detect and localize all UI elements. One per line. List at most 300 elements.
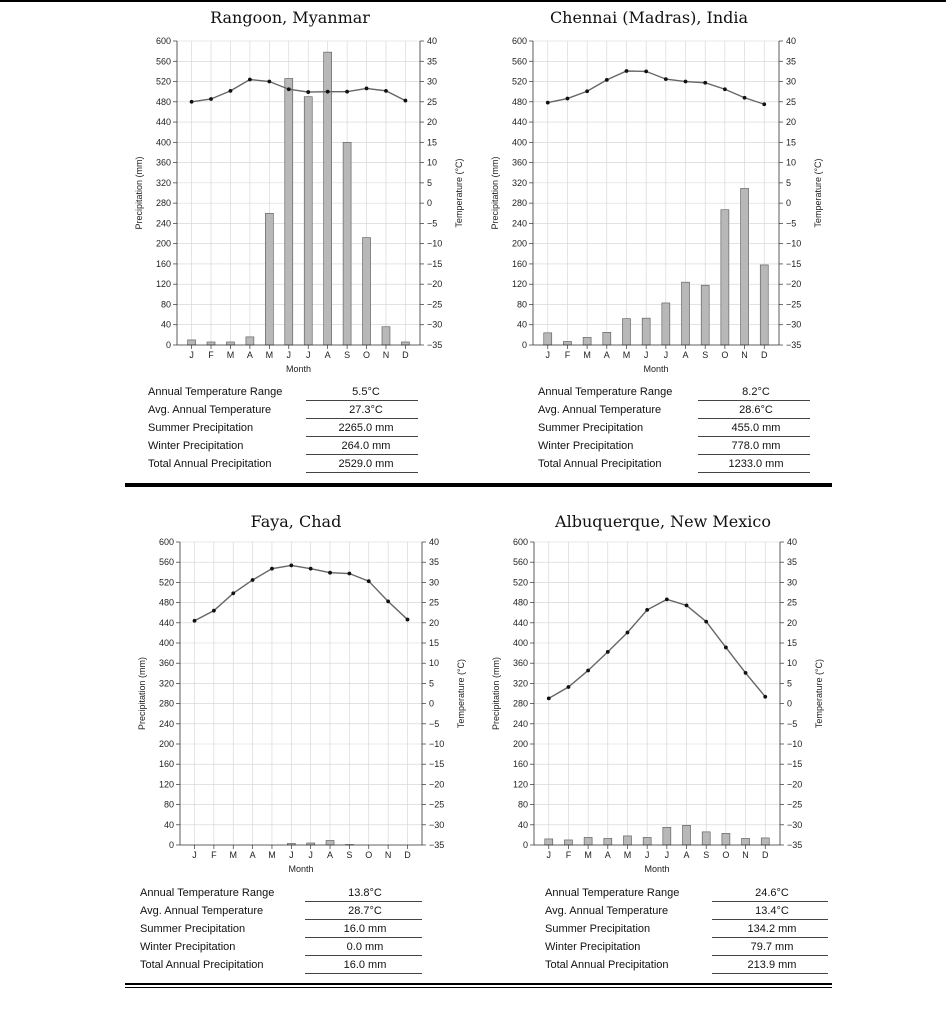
x-tick-label: F	[211, 850, 217, 860]
y2-axis-label: Temperature (°C)	[814, 658, 824, 729]
x-tick-label: J	[286, 350, 292, 360]
temperature-point-N	[744, 671, 748, 675]
temperature-point-N	[386, 599, 390, 603]
stat-row	[545, 902, 830, 920]
y2-tick-label: 0	[427, 198, 433, 209]
temperature-point-A	[606, 650, 610, 654]
y2-tick-label: 10	[787, 658, 798, 669]
y2-tick-label: 20	[429, 617, 440, 628]
y2-tick-label: −30	[429, 819, 445, 830]
y2-tick-label: 25	[429, 597, 440, 608]
x-tick-label: J	[545, 350, 551, 360]
x-tick-label: D	[761, 850, 769, 860]
stat-value: 455.0 mm	[731, 422, 781, 434]
stat-value: 0.0 mm	[346, 941, 384, 953]
stat-row	[545, 938, 830, 956]
precip-bar-J	[304, 97, 312, 345]
y-tick-label: 0	[522, 840, 528, 850]
temperature-point-J	[309, 567, 313, 571]
x-tick-label: M	[584, 850, 592, 860]
x-tick-label: J	[289, 850, 294, 860]
y2-tick-label: 40	[786, 36, 797, 46]
temperature-point-A	[251, 578, 255, 582]
stat-label: Winter Precipitation	[148, 440, 244, 452]
temperature-line	[548, 71, 764, 104]
precip-bar-A	[604, 838, 612, 845]
temperature-point-D	[404, 99, 408, 103]
x-tick-label: A	[683, 850, 690, 860]
temperature-point-A	[685, 604, 689, 608]
y2-tick-label: −25	[429, 799, 445, 810]
y2-tick-label: −15	[427, 258, 443, 269]
y2-tick-label: −35	[786, 340, 802, 350]
x-tick-label: D	[404, 850, 411, 860]
y-tick-label: 240	[158, 718, 174, 729]
stat-value: 16.0 mm	[343, 923, 387, 935]
temperature-point-S	[703, 81, 707, 85]
temperature-point-J	[547, 696, 551, 700]
y-tick-label: 440	[512, 617, 528, 628]
temperature-point-M	[626, 631, 630, 635]
temperature-point-J	[193, 619, 197, 623]
stat-value: 27.3°C	[349, 404, 383, 416]
stat-label: Total Annual Precipitation	[140, 959, 264, 971]
precip-bar-J	[643, 837, 651, 845]
stat-underline	[306, 472, 418, 473]
precip-bar-O	[721, 210, 729, 345]
temperature-point-M	[270, 567, 274, 571]
stat-value: 79.7 mm	[750, 941, 794, 953]
precip-bar-D	[401, 342, 409, 345]
x-tick-label: S	[346, 850, 353, 860]
stat-row	[545, 920, 830, 938]
y2-tick-label: 25	[787, 597, 798, 608]
stat-row	[140, 920, 425, 938]
y-tick-label: 40	[160, 319, 171, 330]
x-tick-label: N	[384, 850, 392, 860]
stat-label: Annual Temperature Range	[538, 386, 673, 398]
temperature-point-J	[665, 597, 669, 601]
stat-label: Annual Temperature Range	[148, 386, 283, 398]
temperature-point-A	[326, 90, 330, 94]
y2-tick-label: −5	[786, 218, 797, 229]
x-tick-label: J	[189, 350, 194, 360]
y2-tick-label: 20	[787, 617, 798, 628]
y2-tick-label: −20	[786, 279, 802, 290]
y2-tick-label: 30	[786, 76, 797, 87]
x-tick-label: A	[249, 850, 256, 860]
x-tick-label: N	[742, 850, 749, 860]
x-axis-label: Month	[644, 864, 670, 874]
precip-bar-A	[324, 52, 332, 345]
temperature-point-D	[763, 695, 767, 699]
y-tick-label: 360	[512, 658, 528, 669]
x-tick-label: J	[664, 850, 670, 860]
precip-bar-A	[603, 332, 611, 345]
y-tick-label: 560	[512, 557, 528, 568]
y-tick-label: 0	[165, 340, 171, 350]
x-tick-label: M	[265, 350, 274, 360]
stat-row	[148, 455, 423, 473]
y-tick-label: 280	[158, 698, 174, 709]
y-tick-label: 600	[511, 36, 527, 46]
x-tick-label: F	[564, 350, 571, 360]
y-tick-label: 0	[168, 840, 174, 850]
y-tick-label: 360	[158, 658, 174, 669]
x-tick-label: A	[324, 350, 331, 360]
stat-row	[140, 902, 425, 920]
y-tick-label: 80	[163, 799, 174, 810]
stat-label: Winter Precipitation	[545, 941, 641, 953]
y2-tick-label: 10	[427, 157, 438, 168]
temperature-point-M	[586, 669, 590, 673]
y2-tick-label: −20	[427, 279, 443, 290]
x-tick-label: J	[663, 350, 669, 360]
y-tick-label: 560	[155, 56, 171, 67]
y2-tick-label: 10	[429, 658, 440, 669]
y2-tick-label: 0	[787, 698, 793, 709]
stat-value: 213.9 mm	[747, 959, 797, 971]
y2-tick-label: −15	[429, 759, 445, 770]
y-tick-label: 440	[511, 117, 527, 128]
y-tick-label: 200	[511, 238, 527, 249]
y-tick-label: 160	[511, 258, 527, 269]
y-tick-label: 240	[512, 718, 528, 729]
precip-bar-F	[207, 342, 215, 345]
temperature-point-O	[365, 87, 369, 91]
stats-table-chennai	[538, 383, 813, 473]
y-tick-label: 120	[155, 279, 171, 290]
x-axis-label: Month	[643, 364, 669, 374]
stat-label: Avg. Annual Temperature	[140, 905, 264, 917]
temperature-point-N	[384, 89, 388, 93]
stat-row	[148, 437, 423, 455]
temperature-point-O	[367, 579, 371, 583]
temperature-point-J	[645, 608, 649, 612]
climograph-chennai	[490, 36, 823, 374]
stat-label: Summer Precipitation	[538, 422, 644, 434]
x-tick-label: M	[583, 350, 591, 360]
y2-tick-label: 5	[429, 678, 435, 689]
temperature-point-D	[406, 618, 410, 622]
temperature-point-F	[209, 97, 213, 101]
y-tick-label: 320	[155, 177, 171, 188]
stat-row	[538, 437, 813, 455]
temperature-point-A	[605, 78, 609, 82]
y2-tick-label: 40	[429, 537, 440, 547]
y2-tick-label: 20	[786, 117, 797, 128]
precip-bar-N	[741, 188, 749, 345]
x-tick-label: J	[546, 850, 552, 860]
stats-table-rangoon	[148, 383, 423, 473]
y-tick-label: 600	[158, 537, 174, 547]
precip-bar-A	[326, 840, 334, 845]
y2-tick-label: −10	[786, 238, 802, 249]
temperature-point-F	[567, 685, 571, 689]
stat-value: 24.6°C	[755, 887, 789, 899]
y2-tick-label: −10	[427, 238, 443, 249]
climograph-albuquerque	[491, 537, 824, 874]
x-tick-label: J	[192, 850, 197, 860]
precip-bar-O	[722, 833, 730, 845]
temperature-point-O	[723, 87, 727, 91]
y-axis-label: Precipitation (mm)	[490, 156, 500, 230]
stat-label: Summer Precipitation	[140, 923, 246, 935]
precip-bar-M	[583, 337, 591, 345]
y2-tick-label: 35	[427, 56, 438, 67]
y2-tick-label: 25	[786, 96, 797, 107]
precip-bar-J	[663, 827, 671, 845]
x-tick-label: M	[623, 850, 632, 860]
y-tick-label: 280	[155, 198, 171, 209]
y-tick-label: 480	[512, 597, 528, 608]
y-tick-label: 480	[511, 96, 527, 107]
chart-title-faya: Faya, Chad	[250, 512, 342, 531]
chart-title-rangoon: Rangoon, Myanmar	[210, 8, 370, 27]
x-tick-label: F	[565, 850, 572, 860]
y-tick-label: 400	[158, 638, 174, 648]
y-axis-label: Precipitation (mm)	[134, 156, 144, 230]
y2-tick-label: −35	[429, 840, 445, 850]
stat-row	[140, 956, 425, 974]
y-tick-label: 320	[511, 177, 527, 188]
stat-label: Total Annual Precipitation	[545, 959, 669, 971]
temperature-point-S	[704, 620, 708, 624]
y-tick-label: 560	[511, 56, 527, 67]
precip-bar-S	[701, 285, 709, 345]
temperature-line	[195, 565, 408, 620]
stat-value: 2265.0 mm	[338, 422, 394, 434]
y2-tick-label: 5	[787, 678, 793, 689]
x-tick-label: J	[305, 350, 311, 360]
x-tick-label: D	[760, 350, 768, 360]
precip-bar-A	[682, 282, 690, 345]
climograph-faya	[137, 537, 466, 874]
y-tick-label: 40	[516, 319, 527, 330]
y2-tick-label: 15	[427, 137, 438, 148]
temperature-point-J	[664, 77, 668, 81]
stat-row	[538, 455, 813, 473]
precip-bar-M	[622, 319, 630, 345]
x-tick-label: S	[702, 350, 709, 360]
temperature-point-M	[625, 69, 629, 73]
y2-tick-label: −15	[787, 759, 803, 770]
stat-value: 28.6°C	[739, 404, 773, 416]
x-tick-label: M	[229, 850, 237, 860]
y2-tick-label: −35	[787, 840, 803, 850]
y-tick-label: 120	[158, 779, 174, 790]
y-tick-label: 320	[512, 678, 528, 689]
x-tick-label: S	[344, 350, 351, 360]
y-tick-label: 440	[158, 617, 174, 628]
y2-tick-label: −15	[786, 258, 802, 269]
y2-tick-label: −10	[429, 739, 445, 749]
stat-label: Summer Precipitation	[545, 923, 651, 935]
x-tick-label: N	[741, 350, 748, 360]
stat-underline	[698, 472, 810, 473]
y2-tick-label: −30	[427, 319, 443, 330]
x-tick-label: M	[622, 350, 631, 360]
temperature-point-M	[231, 591, 235, 595]
stat-label: Annual Temperature Range	[545, 887, 680, 899]
precip-bar-J	[642, 318, 650, 345]
x-tick-label: A	[682, 350, 689, 360]
stat-value: 28.7°C	[348, 905, 382, 917]
y2-tick-label: −20	[787, 779, 803, 790]
stat-value: 264.0 mm	[341, 440, 391, 452]
temperature-point-J	[546, 101, 550, 105]
precip-bar-S	[343, 142, 351, 345]
y2-tick-label: −25	[786, 299, 802, 310]
stat-row	[148, 419, 423, 437]
y2-tick-label: −25	[787, 799, 803, 810]
precip-bar-M	[226, 342, 234, 345]
y-tick-label: 80	[517, 799, 528, 810]
y2-tick-label: 40	[427, 36, 438, 46]
y2-tick-label: 35	[787, 557, 798, 568]
y-tick-label: 600	[155, 36, 171, 46]
y2-tick-label: 5	[427, 177, 433, 188]
y-tick-label: 600	[512, 537, 528, 547]
y-tick-label: 520	[512, 577, 528, 588]
temperature-point-F	[566, 97, 570, 101]
y-tick-label: 480	[155, 96, 171, 107]
x-tick-label: O	[721, 350, 729, 360]
y2-tick-label: −30	[786, 319, 802, 330]
precip-bar-M	[265, 213, 273, 345]
precip-bar-D	[760, 265, 768, 345]
y-tick-label: 160	[155, 258, 171, 269]
x-tick-label: N	[382, 350, 390, 360]
y-tick-label: 80	[160, 299, 171, 310]
y-tick-label: 320	[158, 678, 174, 689]
y2-axis-label: Temperature (°C)	[454, 158, 464, 228]
y-tick-label: 80	[516, 299, 527, 310]
x-axis-label: Month	[288, 864, 314, 874]
y2-tick-label: 30	[427, 76, 438, 87]
x-tick-label: A	[327, 850, 334, 860]
precip-bar-J	[188, 340, 196, 345]
y-tick-label: 160	[512, 759, 528, 770]
chart-title-chennai: Chennai (Madras), India	[549, 8, 749, 27]
stat-value: 1233.0 mm	[728, 458, 784, 470]
y2-tick-label: 15	[787, 638, 798, 648]
temperature-point-M	[229, 89, 233, 93]
x-tick-label: D	[402, 350, 409, 360]
stat-label: Summer Precipitation	[148, 422, 254, 434]
y2-tick-label: 35	[429, 557, 440, 568]
temperature-point-M	[267, 80, 271, 84]
y2-tick-label: 0	[786, 198, 792, 209]
precip-bar-J	[662, 303, 670, 345]
stat-row	[538, 419, 813, 437]
y2-tick-label: −5	[787, 718, 798, 729]
temperature-point-S	[348, 572, 352, 576]
y-tick-label: 480	[158, 597, 174, 608]
stat-row	[538, 401, 813, 419]
y-tick-label: 520	[511, 76, 527, 87]
precip-bar-O	[363, 238, 371, 345]
stat-label: Winter Precipitation	[140, 941, 236, 953]
stat-underline	[712, 973, 828, 974]
precip-bar-N	[382, 327, 390, 345]
x-tick-label: A	[604, 850, 611, 860]
stat-value: 5.5°C	[352, 386, 380, 398]
y-tick-label: 280	[512, 698, 528, 709]
y-tick-label: 560	[158, 557, 174, 568]
precip-bar-J	[285, 78, 293, 345]
stat-value: 13.4°C	[755, 905, 789, 917]
y-tick-label: 440	[155, 117, 171, 128]
y2-tick-label: 30	[787, 577, 798, 588]
climograph-rangoon	[134, 36, 464, 374]
y-tick-label: 200	[512, 739, 528, 749]
temperature-point-A	[328, 571, 332, 575]
y2-tick-label: −30	[787, 819, 803, 830]
stat-underline	[305, 973, 422, 974]
x-tick-label: M	[268, 850, 276, 860]
temperature-point-A	[248, 78, 252, 82]
y2-tick-label: 35	[786, 56, 797, 67]
x-tick-label: O	[722, 850, 730, 860]
y2-tick-label: 40	[787, 537, 798, 547]
y2-tick-label: −5	[427, 218, 438, 229]
y-tick-label: 520	[155, 76, 171, 87]
temperature-point-J	[190, 100, 194, 104]
temperature-point-F	[212, 609, 216, 613]
y-tick-label: 520	[158, 577, 174, 588]
x-tick-label: O	[363, 350, 371, 360]
y2-tick-label: −10	[787, 739, 803, 749]
y2-axis-label: Temperature (°C)	[813, 158, 823, 228]
y-tick-label: 400	[155, 137, 171, 148]
precip-bar-F	[564, 840, 572, 845]
stat-label: Avg. Annual Temperature	[538, 404, 662, 416]
precip-bar-A	[683, 825, 691, 845]
stat-row	[148, 401, 423, 419]
stat-value: 2529.0 mm	[338, 458, 394, 470]
y-tick-label: 40	[163, 819, 174, 830]
x-axis-label: Month	[285, 364, 312, 374]
x-tick-label: J	[308, 850, 313, 860]
temperature-point-J	[287, 87, 291, 91]
temperature-point-N	[743, 96, 747, 100]
x-tick-label: A	[246, 350, 253, 360]
y2-tick-label: 5	[786, 177, 792, 188]
y-axis-label: Precipitation (mm)	[137, 656, 147, 731]
y2-tick-label: 0	[429, 698, 435, 709]
stat-label: Total Annual Precipitation	[538, 458, 662, 470]
y-tick-label: 200	[155, 238, 171, 249]
stats-table-albuquerque	[545, 884, 830, 974]
x-tick-label: M	[226, 350, 235, 360]
stat-label: Avg. Annual Temperature	[148, 404, 272, 416]
precip-bar-F	[563, 341, 571, 345]
stat-value: 13.8°C	[348, 887, 382, 899]
y2-tick-label: 30	[429, 577, 440, 588]
y-tick-label: 40	[517, 819, 528, 830]
x-tick-label: J	[644, 850, 650, 860]
y2-tick-label: 15	[786, 137, 797, 148]
y-tick-label: 200	[158, 739, 174, 749]
y-tick-label: 240	[155, 218, 171, 229]
y2-tick-label: −35	[427, 340, 443, 350]
temperature-point-J	[644, 70, 648, 74]
y-tick-label: 280	[511, 198, 527, 209]
y2-tick-label: 15	[429, 638, 440, 648]
y-tick-label: 120	[511, 279, 527, 290]
stat-label: Total Annual Precipitation	[148, 458, 272, 470]
